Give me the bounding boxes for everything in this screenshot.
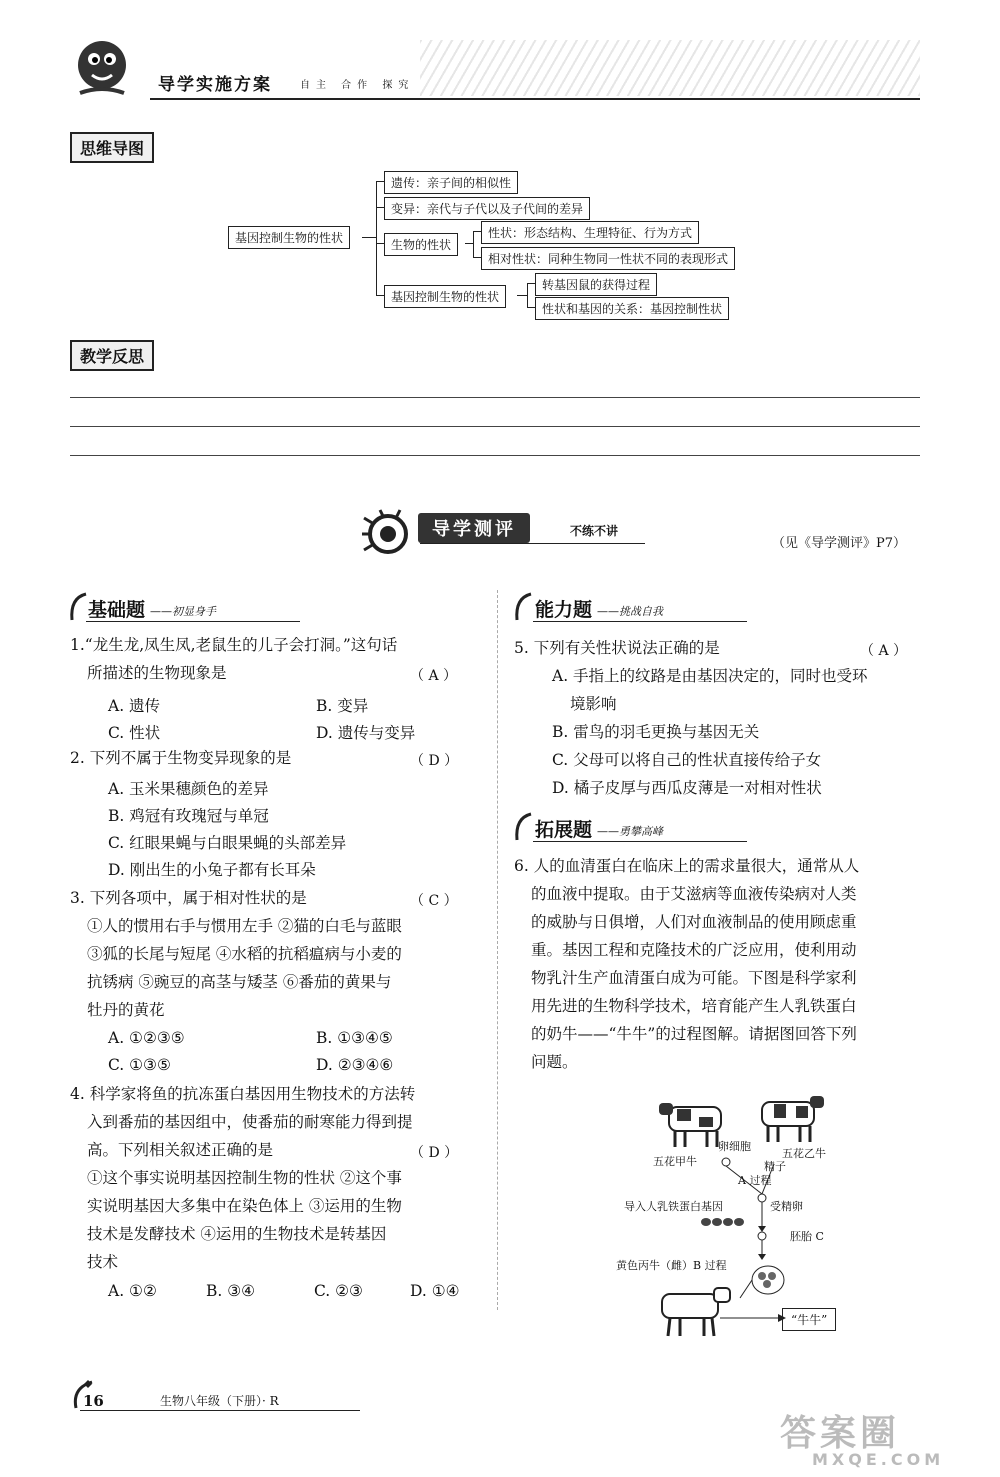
banner-rule <box>420 543 645 544</box>
label-result: “牛牛” <box>782 1308 836 1331</box>
q6-text-7: 的奶牛——“牛牛”的过程图解。请据图回答下列 <box>531 1025 857 1043</box>
extension-tagline: ——勇攀高峰 <box>597 825 663 838</box>
cow-c-icon <box>648 1280 738 1340</box>
q2-text: 2. 下列不属于生物变异现象的是 <box>70 749 292 767</box>
bracket-icon <box>68 592 90 622</box>
q1-option-b: B. 变异 <box>316 697 369 715</box>
q6-text-1: 6. 人的血清蛋白在临床上的需求量很大，通常从人 <box>514 857 860 875</box>
q4-option-a: A. ①② <box>108 1282 157 1300</box>
q5-text: 5. 下列有关性状说法正确的是 <box>514 639 720 657</box>
q4-text-2: 入到番茄的基因组中，使番茄的耐寒能力得到提 <box>87 1113 413 1131</box>
q3-text-1: 3. 下列各项中，属于相对性状的是 <box>70 889 307 907</box>
q6-text-4: 重。基因工程和克隆技术的广泛应用，使利用动 <box>531 941 857 959</box>
header-subtitle: 自主 合作 探究 <box>300 80 415 91</box>
q1-text-2: 所描述的生物现象是 <box>87 664 227 682</box>
label-process-a: A 过程 <box>738 1174 772 1187</box>
section-mindmap-title: 思维导图 <box>70 132 154 163</box>
mindmap-variation: 变异：亲代与子代以及子代间的差异 <box>384 197 590 220</box>
q1-option-a: A. 遗传 <box>108 697 161 715</box>
q4-text-3: 高。下列相关叙述正确的是 <box>87 1141 274 1159</box>
mindmap-traits: 生物的性状 <box>384 233 458 256</box>
reference-note: （见《导学测评》P7） <box>772 536 907 551</box>
q2-option-c: C. 红眼果蝇与白眼果蝇的头部差异 <box>108 834 347 852</box>
q4-option-d: D. ①④ <box>410 1282 460 1300</box>
header-title: 导学实施方案 <box>158 75 272 95</box>
q3-text-5: 牡丹的黄花 <box>87 1001 165 1019</box>
q5-answer: （ A ） <box>860 643 908 659</box>
q5-option-d: D. 橘子皮厚与西瓜皮薄是一对相对性状 <box>552 779 822 797</box>
header-decoration <box>420 40 920 96</box>
q4-answer: （ D ） <box>410 1145 459 1161</box>
footer-rule <box>80 1410 360 1411</box>
extension-heading: 拓展题 <box>535 819 593 841</box>
q6-text-3: 的威胁与日俱增，人们对血液制品的使用顾虑重 <box>531 913 857 931</box>
reflection-line <box>70 397 920 398</box>
reflection-line <box>70 455 920 456</box>
bracket-icon <box>513 812 535 842</box>
label-fertilized-egg: 受精卵 <box>770 1200 803 1213</box>
q1-option-d: D. 遗传与变异 <box>316 724 416 742</box>
mindmap-root: 基因控制生物的性状 <box>228 226 350 249</box>
q4-option-c: C. ②③ <box>314 1282 363 1300</box>
label-egg: 卵细胞 <box>718 1140 751 1153</box>
q2-option-a: A. 玉米果穗颜色的差异 <box>108 780 269 798</box>
q5-option-a-1: A. 手指上的纹路是由基因决定的，同时也受环 <box>552 667 868 685</box>
mascot-logo-icon <box>70 35 134 99</box>
q3-text-2: ①人的惯用右手与惯用左手 ②猫的白毛与蓝眼 <box>87 917 402 935</box>
q6-text-8: 问题。 <box>531 1053 578 1071</box>
q3-answer: （ C ） <box>410 893 458 909</box>
q3-option-a: A. ①②③⑤ <box>108 1029 185 1047</box>
q4-text-6: 技术是发酵技术 ④运用的生物技术是转基因 <box>87 1225 387 1243</box>
column-divider <box>497 590 499 1310</box>
q2-answer: （ D ） <box>410 753 459 769</box>
page-number: 16 <box>83 1392 104 1410</box>
q4-text-4: ①这个事实说明基因控制生物的性状 ②这个事 <box>87 1169 402 1187</box>
q6-text-5: 物乳汁生产血清蛋白成为可能。下图是科学家利 <box>531 969 857 987</box>
watermark-url: MXQE.COM <box>812 1450 945 1469</box>
header-rule <box>150 98 920 100</box>
q5-option-a-2: 境影响 <box>570 695 617 713</box>
mindmap-transgenic-mouse: 转基因鼠的获得过程 <box>535 273 657 296</box>
watermark: 答案圈 <box>780 1413 901 1454</box>
q1-text-1: 1.“龙生龙,凤生凤,老鼠生的儿子会打洞。”这句话 <box>70 636 398 654</box>
label-embryo: 胚胎 C <box>790 1230 824 1243</box>
q6-text-2: 的血液中提取。由于艾滋病等血液传染病对人类 <box>531 885 857 903</box>
cow-b-icon <box>748 1090 828 1145</box>
label-cow-c: 黄色丙牛（雌）B 过程 <box>616 1259 727 1272</box>
reflection-line <box>70 426 920 427</box>
mindmap-heredity: 遗传：亲子间的相似性 <box>384 171 518 194</box>
banner-title: 导学测评 <box>418 513 530 543</box>
q4-option-b: B. ③④ <box>206 1282 256 1300</box>
label-cow-a: 五花甲牛 <box>653 1155 697 1168</box>
q3-text-3: ③狐的长尾与短尾 ④水稻的抗稻瘟病与小麦的 <box>87 945 402 963</box>
q3-option-b: B. ①③④⑤ <box>316 1029 393 1047</box>
ability-tagline: ——挑战自我 <box>597 605 663 618</box>
q3-option-d: D. ②③④⑥ <box>316 1056 394 1074</box>
label-cow-b: 五花乙牛 <box>782 1147 826 1160</box>
q5-option-b: B. 雷鸟的羽毛更换与基因无关 <box>552 723 760 741</box>
ability-heading: 能力题 <box>535 599 593 621</box>
q1-option-c: C. 性状 <box>108 724 161 742</box>
q1-answer: （ A ） <box>410 668 458 684</box>
mindmap-gene-control: 基因控制生物的性状 <box>384 285 506 308</box>
q6-text-6: 用先进的生物科学技术，培育能产生人乳铁蛋白 <box>531 997 857 1015</box>
q5-option-c: C. 父母可以将自己的性状直接传给子女 <box>552 751 822 769</box>
basic-heading: 基础题 <box>88 599 146 621</box>
mindmap-relative-trait: 相对性状：同种生物同一性状不同的表现形式 <box>481 247 735 270</box>
q4-text-5: 实说明基因大多集中在染色体上 ③运用的生物 <box>87 1197 402 1215</box>
label-gene-import: 导入人乳铁蛋白基因 <box>624 1200 723 1213</box>
bracket-icon <box>513 592 535 622</box>
q4-text-7: 技术 <box>87 1253 119 1271</box>
q3-text-4: 抗锈病 ⑤豌豆的高茎与矮茎 ⑥番茄的黄果与 <box>87 973 392 991</box>
basic-tagline: ——初显身手 <box>150 605 216 618</box>
q2-option-b: B. 鸡冠有玫瑰冠与单冠 <box>108 807 269 825</box>
banner-swirl-icon <box>360 508 420 558</box>
q3-option-c: C. ①③⑤ <box>108 1056 171 1074</box>
q4-text-1: 4. 科学家将鱼的抗冻蛋白基因用生物技术的方法转 <box>70 1085 416 1103</box>
label-sperm: 精子 <box>764 1160 786 1173</box>
gene-chain-icon <box>700 1216 746 1228</box>
banner-subtitle: 不练不讲 <box>570 524 619 538</box>
mindmap-trait-gene: 性状和基因的关系：基因控制性状 <box>535 297 729 320</box>
q2-option-d: D. 刚出生的小兔子都有长耳朵 <box>108 861 316 879</box>
section-reflection-title: 教学反思 <box>70 340 154 371</box>
footer-book-title: 生物八年级（下册）· R <box>160 1394 279 1408</box>
mindmap-trait-def: 性状：形态结构、生理特征、行为方式 <box>481 221 699 244</box>
